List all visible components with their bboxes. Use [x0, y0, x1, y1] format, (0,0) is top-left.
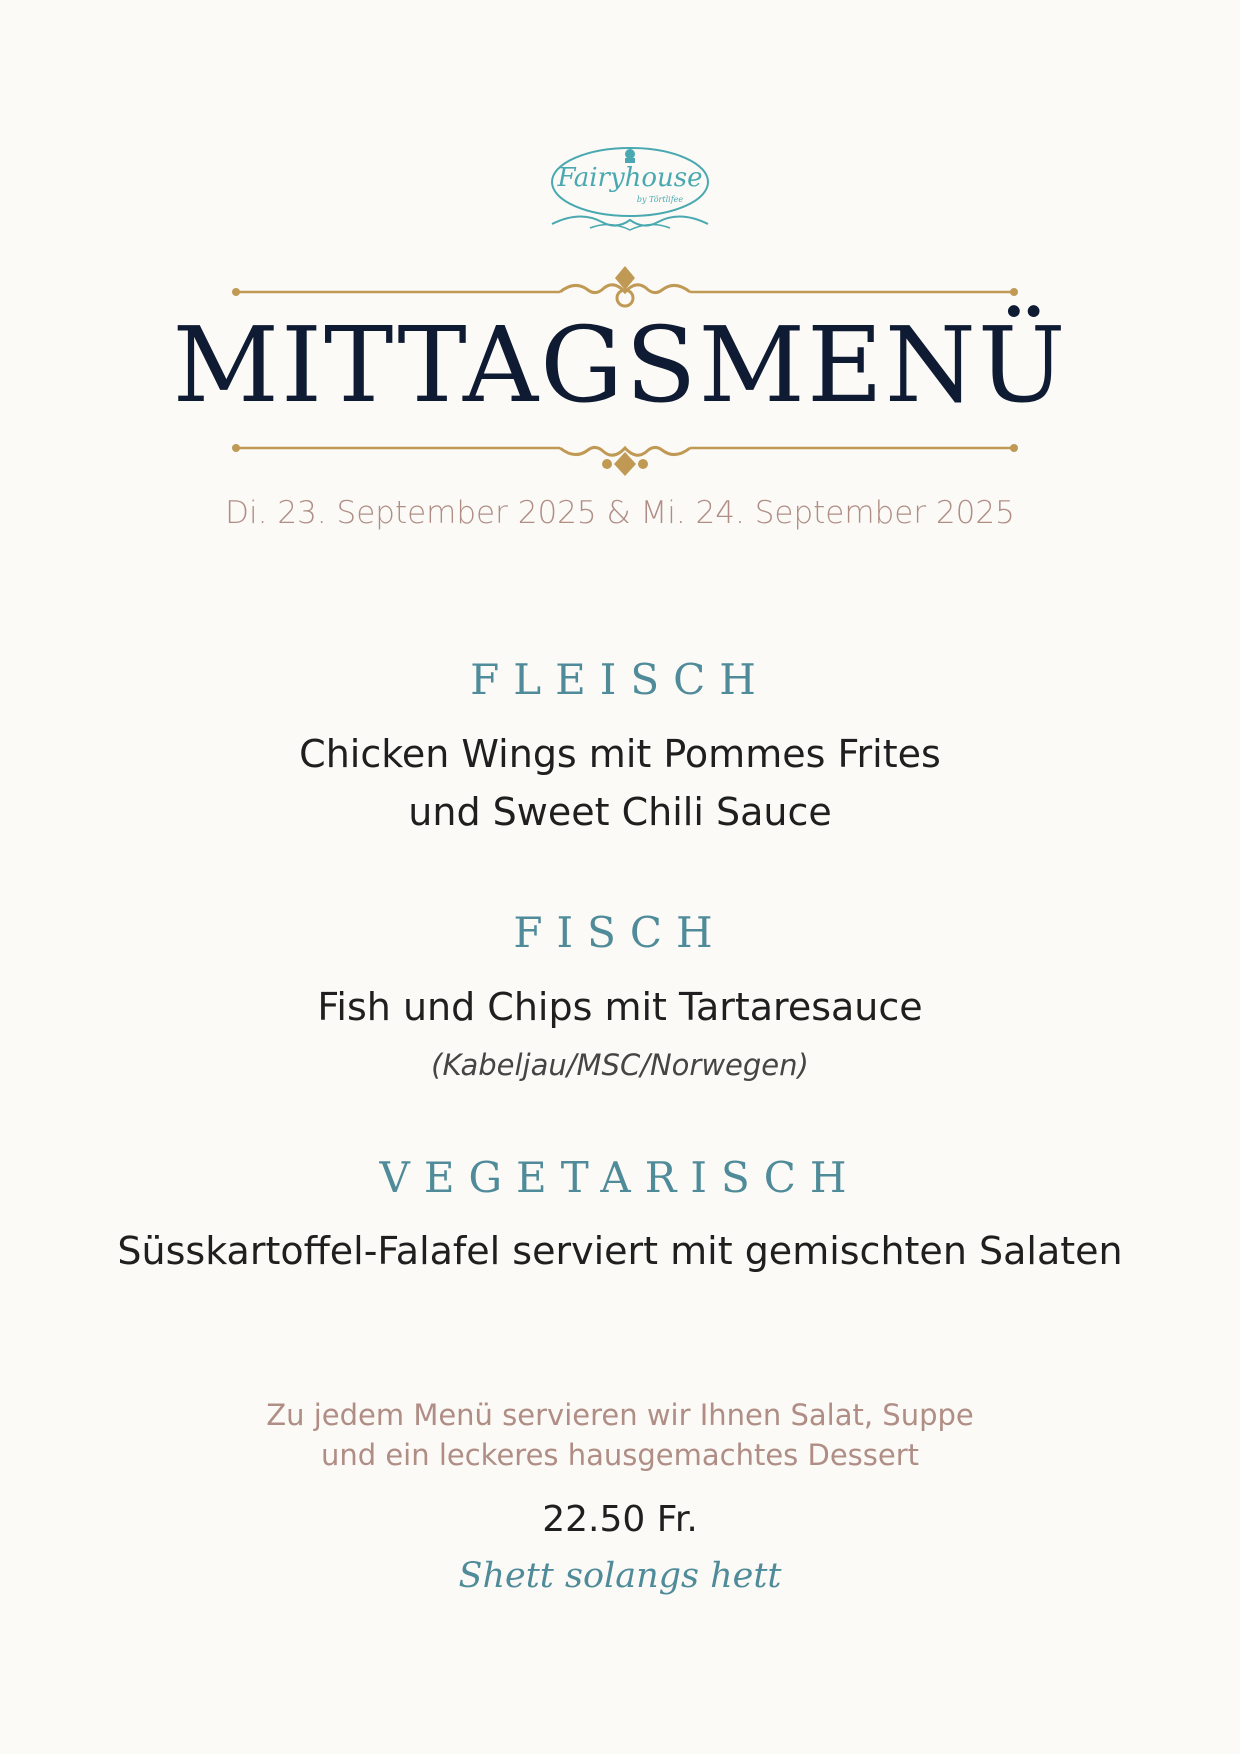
cupcake-icon	[625, 149, 635, 163]
dish-fleisch-line-2: und Sweet Chili Sauce	[408, 790, 832, 834]
dish-fisch-origin-note: (Kabeljau/MSC/Norwegen)	[431, 1048, 809, 1082]
page-title: MITTAGSMENÜ	[172, 304, 1068, 426]
logo-sub-text: by Törtlifee	[636, 195, 684, 204]
section-heading-fisch: FISCH	[513, 908, 727, 957]
ornament-divider-bottom	[230, 420, 1020, 480]
info-line-1: Zu jedem Menü servieren wir Ihnen Salat, Suppe	[266, 1398, 974, 1432]
section-heading-vegetarisch: VEGETARISCH	[379, 1153, 861, 1202]
info-line-2: und ein leckeres hausgemachtes Dessert	[320, 1438, 920, 1472]
menu-price: 22.50 Fr.	[542, 1499, 698, 1540]
section-heading-fleisch: FLEISCH	[470, 655, 770, 704]
fairyhouse-logo	[540, 140, 720, 240]
menu-dates: Di. 23. September 2025 & Mi. 24. September 2025	[225, 495, 1015, 531]
dish-fleisch-line-1: Chicken Wings mit Pommes Frites	[299, 732, 941, 776]
dish-vegetarisch: Süsskartoffel-Falafel serviert mit gemischten Salaten	[117, 1229, 1123, 1273]
slogan: Shett solangs hett	[458, 1556, 782, 1596]
dish-fisch: Fish und Chips mit Tartaresauce	[317, 985, 923, 1029]
logo-brand-text: Fairyhouse	[557, 163, 703, 193]
